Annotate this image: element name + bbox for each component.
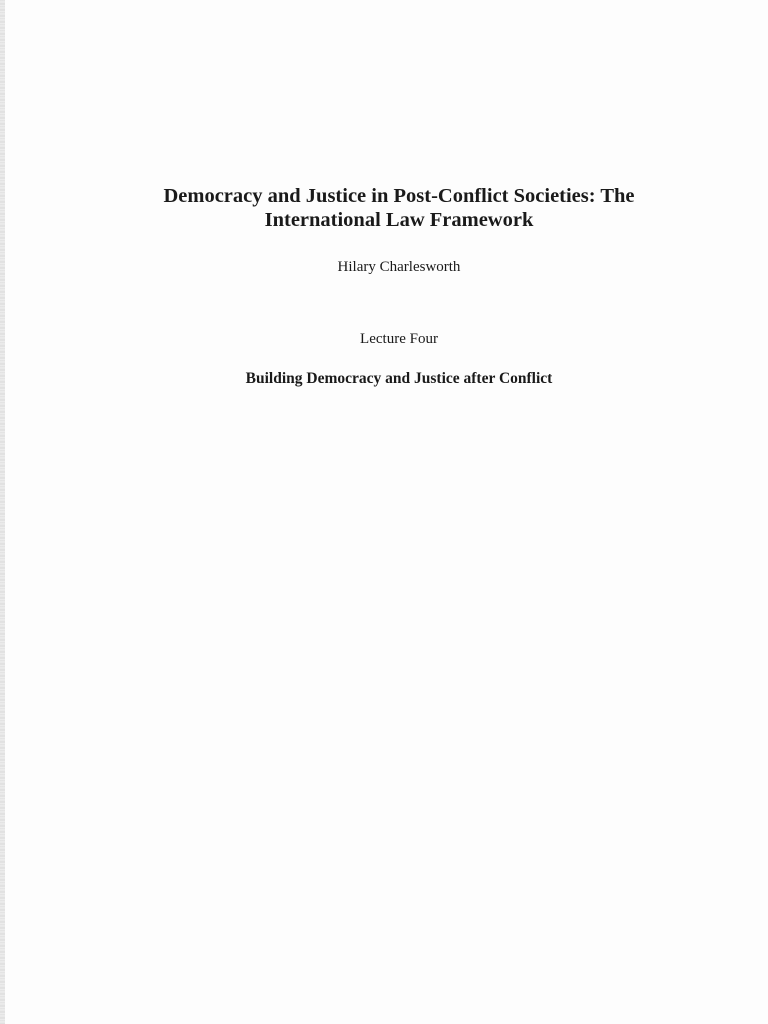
scan-edge-shadow — [0, 0, 5, 1024]
document-title-line-1: Democracy and Justice in Post-Conflict Societies: The — [163, 185, 635, 207]
document-title — [100, 184, 698, 232]
author-name: Hilary Charlesworth — [337, 259, 461, 275]
lecture-number: Lecture Four — [360, 331, 438, 347]
document-title-line-2: International Law Framework — [264, 209, 534, 231]
lecture-title: Building Democracy and Justice after Conflict — [245, 370, 553, 387]
